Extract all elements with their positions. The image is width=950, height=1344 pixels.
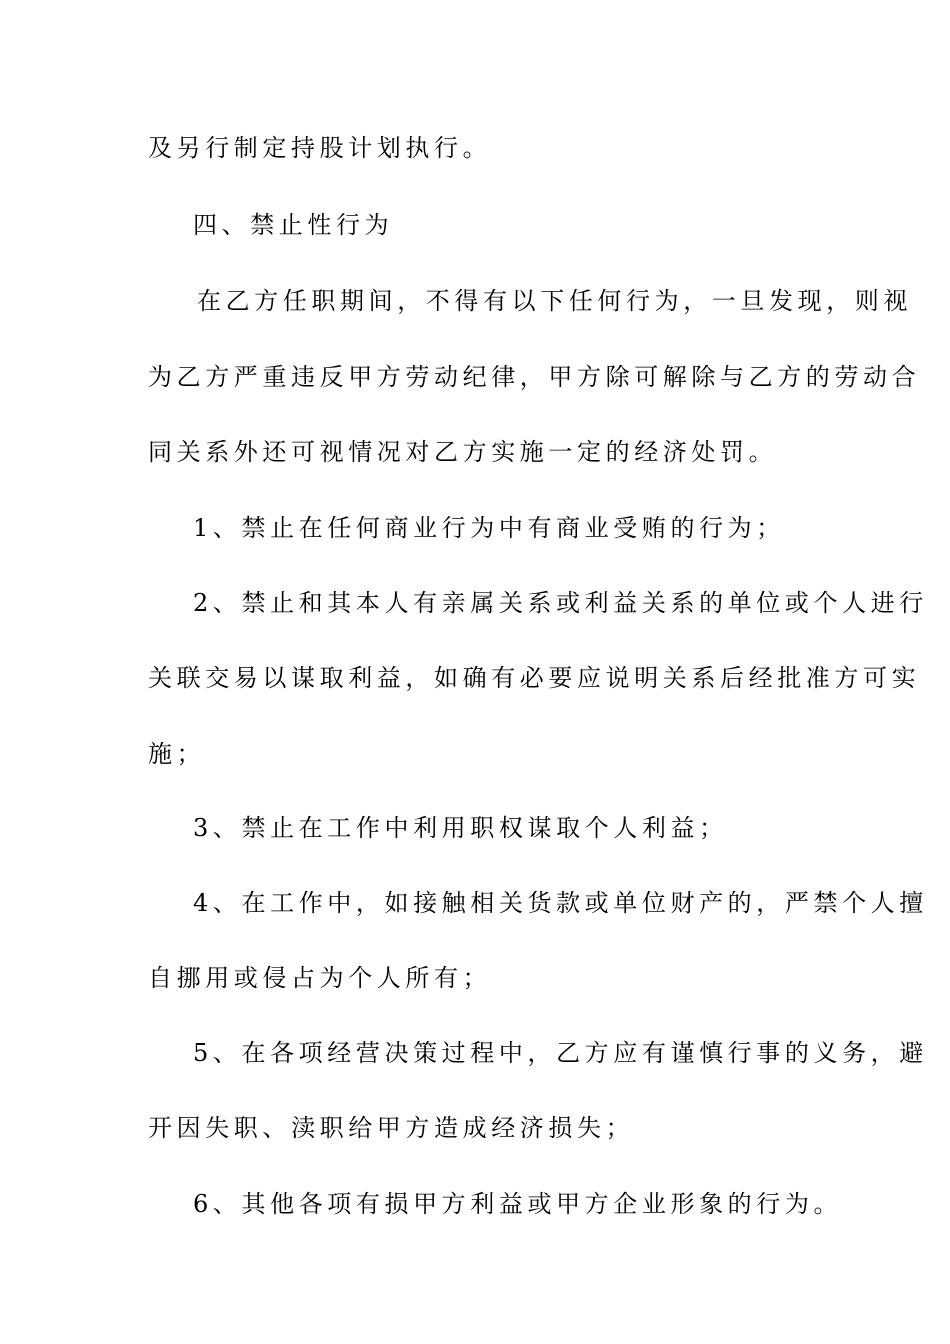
section-heading: 四、禁止性行为 <box>193 211 394 239</box>
text-line: 为乙方严重违反甲方劳动纪律，甲方除可解除与乙方的劳动合 <box>148 363 921 391</box>
text-line: 及另行制定持股计划执行。 <box>148 134 492 162</box>
text-line: 关联交易以谋取利益，如确有必要应说明关系后经批准方可实 <box>148 664 921 692</box>
text-line: 同关系外还可视情况对乙方实施一定的经济处罚。 <box>148 438 778 466</box>
text-line: 开因失职、渎职给甲方造成经济损失； <box>148 1114 635 1142</box>
list-item: 4、在工作中，如接触相关货款或单位财产的，严禁个人擅 <box>193 889 928 917</box>
list-item: 3、禁止在工作中利用职权谋取个人利益； <box>193 814 728 842</box>
list-item: 1、禁止在任何商业行为中有商业受贿的行为； <box>193 514 785 542</box>
list-item: 2、禁止和其本人有亲属关系或利益关系的单位或个人进行 <box>193 589 928 617</box>
text-line: 施； <box>148 740 206 768</box>
list-item: 5、在各项经营决策过程中，乙方应有谨慎行事的义务，避 <box>193 1039 928 1067</box>
text-line: 自挪用或侵占为个人所有； <box>148 964 492 992</box>
list-item: 6、其他各项有损甲方利益或甲方企业形象的行为。 <box>193 1190 843 1218</box>
text-line: 在乙方任职期间，不得有以下任何行为，一旦发现，则视 <box>197 287 912 315</box>
